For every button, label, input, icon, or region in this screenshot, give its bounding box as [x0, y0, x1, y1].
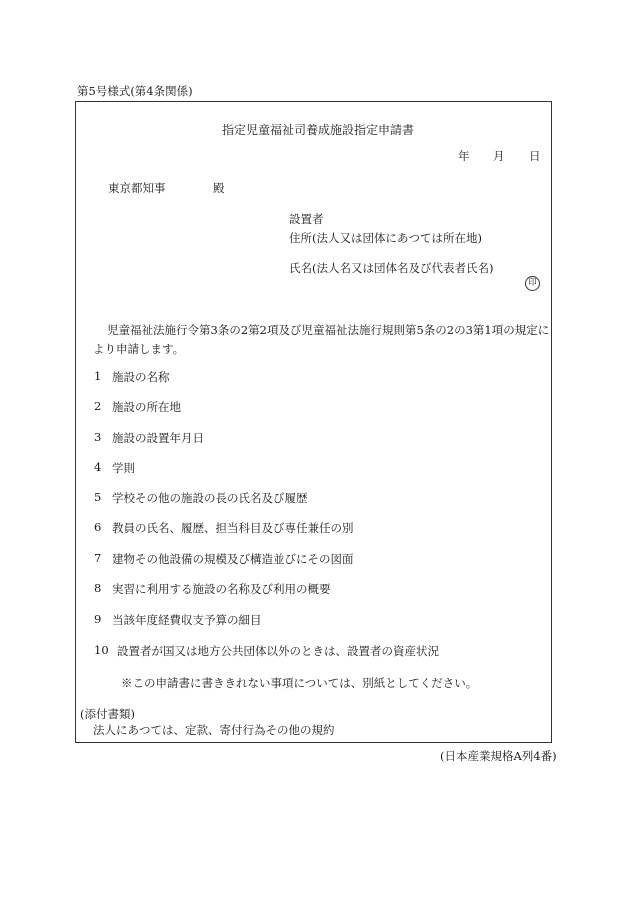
- body-text-line-2: より申請します。: [93, 342, 185, 356]
- item-text: 当該年度経費収支予算の細目: [112, 613, 262, 627]
- addressee-honorific: 殿: [213, 181, 225, 195]
- item-text: 設置者が国又は地方公共団体以外のときは、設置者の資産状況: [117, 644, 439, 658]
- applicant-label: 設置者: [289, 212, 324, 226]
- item-text: 施設の名称: [112, 370, 170, 384]
- item-number: 6: [94, 520, 102, 534]
- form-number: 第5号様式(第4条関係): [77, 84, 193, 98]
- item-number: 5: [94, 490, 102, 504]
- item-number: 9: [94, 612, 102, 626]
- item-text: 施設の所在地: [112, 400, 181, 414]
- date-month-label: 月: [493, 149, 505, 163]
- item-text: 学則: [112, 461, 135, 475]
- addressee-name: 東京都知事: [108, 181, 166, 195]
- seal-mark: 印: [525, 276, 540, 291]
- form-title: 指定児童福祉司養成施設指定申請書: [222, 123, 415, 137]
- item-number: 8: [94, 581, 102, 595]
- item-number: 2: [94, 399, 102, 413]
- item-number: 10: [94, 643, 109, 657]
- item-number: 1: [94, 369, 102, 383]
- note-text: ※この申請書に書ききれない事項については、別紙としてください。: [121, 676, 478, 690]
- attachments-text: 法人にあつては、定款、寄付行為その他の規約: [93, 723, 335, 737]
- item-text: 実習に利用する施設の名称及び利用の概要: [112, 582, 331, 596]
- applicant-name-label: 氏名(法人名又は団体名及び代表者氏名): [289, 261, 494, 275]
- date-day-label: 日: [529, 149, 541, 163]
- attachments-heading: (添付書類): [80, 707, 135, 721]
- applicant-address-label: 住所(法人又は団体にあつては所在地): [289, 231, 482, 245]
- item-number: 3: [94, 430, 102, 444]
- paper-size-note: (日本産業規格A列4番): [440, 749, 557, 763]
- item-text: 建物その他設備の規模及び構造並びにその図面: [112, 552, 354, 566]
- item-text: 学校その他の施設の長の氏名及び履歴: [112, 491, 308, 505]
- item-text: 教員の氏名、履歴、担当科目及び専任兼任の別: [112, 521, 354, 535]
- item-number: 4: [94, 460, 102, 474]
- body-text-line-1: 児童福祉法施行令第3条の2第2項及び児童福祉法施行規則第5条の2の3第1項の規定に: [107, 323, 550, 337]
- item-text: 施設の設置年月日: [112, 431, 204, 445]
- date-year-label: 年: [458, 149, 470, 163]
- item-number: 7: [94, 551, 102, 565]
